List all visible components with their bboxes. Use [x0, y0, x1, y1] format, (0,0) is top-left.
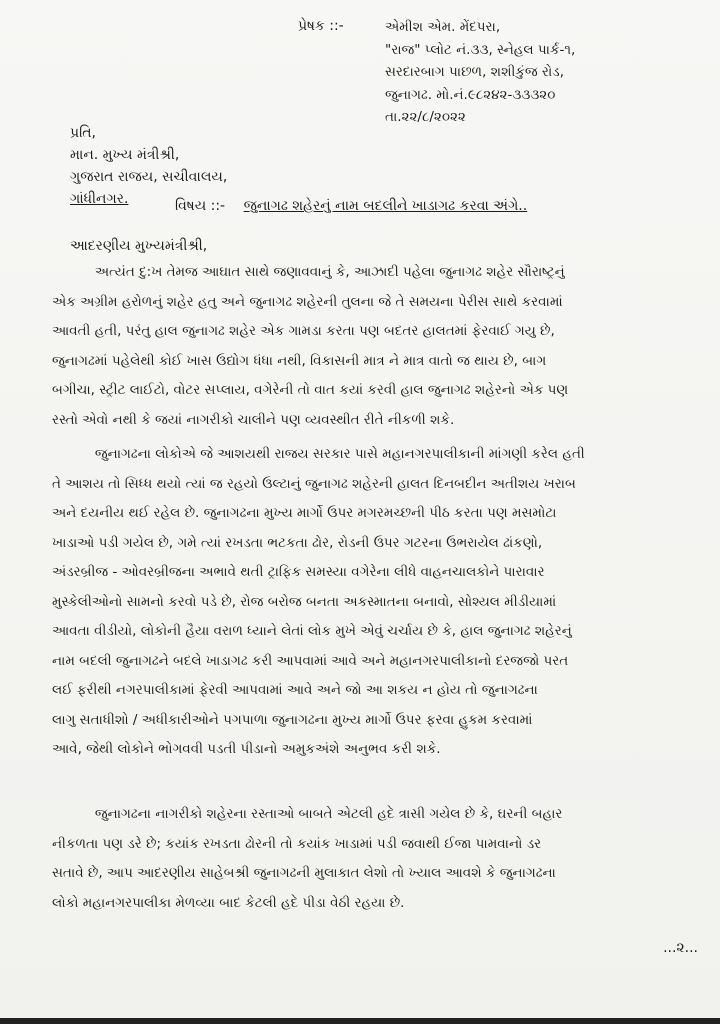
- paragraph-line: લાગુ સતાધીશો / અધીકારીઓને પગપાળા જુનાગઢના મુખ્ય માર્ગો ઉપર ફરવા હુકમ કરવામાં: [52, 711, 533, 728]
- paragraph-line: આવતી હતી, પરંતુ હાલ જુનાગઢ શહેર એક ગામડા કરતા પણ બદતર હાલતમાં ફેરવાઈ ગયુ છે,: [52, 323, 555, 339]
- paragraph-line: આવતા વીડીયો, લોકોની હૈયા વરાળ ધ્યાને લેતાં લોક મુખે એવું ચર્ચાય છે કે, હાલ જુનાગઢ શહેરનું: [52, 623, 572, 639]
- subject-label: વિષય ::-: [175, 198, 226, 214]
- paragraph-line: જુનાગઢમાં પહેલેથી કોઈ ખાસ ઉદ્યોગ ધંધા નથી, વિકાસની માત્ર ને માત્ર વાતો જ થાય છે, બાગ: [52, 352, 547, 369]
- bottom-edge-divider: [0, 1018, 720, 1024]
- paragraph-line: ખાડાઓ પડી ગયેલ છે, ગમે ત્યાં રખડતા ભટકતા ઢોર, રોડની ઉપર ગટરના ઉભરાયેલ ઢાંકણો,: [52, 534, 543, 551]
- salutation: આદરણીય મુખ્યમંત્રીશ્રી,: [70, 238, 208, 254]
- sender-address-line: સરદારબાગ પાછળ, શશીકુંજ રોડ,: [385, 64, 564, 80]
- paragraph-line: લોકો મહાનગરપાલીકા મેળવ્યા બાદ કેટલી હદે પીડા વેઠી રહયા છે.: [52, 894, 405, 911]
- paragraph-line: નામ બદલી જુનાગઢને બદલે ખાડાગઢ કરી આપવામાં આવે અને મહાનગરપાલીકાનો દરજજો પરત: [52, 652, 569, 669]
- paragraph-line: આવે, જેથી લોકોને ભોગવવી પડતી પીડાનો અમુકઅંશે અનુભવ કરી શકે.: [52, 741, 441, 757]
- paragraph-line: જુનાગઢના લોકોએ જે આશયથી રાજય સરકાર પાસે મહાનગરપાલીકાની માંગણી કરેલ હતી: [52, 446, 585, 462]
- recipient-line: માન. મુખ્ય મંત્રીશ્રી,: [70, 147, 180, 163]
- paragraph-line: અત્યંત દુ:ખ તેમજ આઘાત સાથે જણાવવાનું કે, આઝાદી પહેલા જુનાગઢ શહેર સૌરાષ્ટ્રનું: [52, 264, 565, 280]
- paragraph-1: [52, 258, 704, 435]
- paragraph-line: અને દયનીય થઈ રહેલ છે. જુનાગઢના મુખ્ય માર્ગો ઉપર મગરમચ્છની પીઠ કરતા પણ મસમોટા: [52, 505, 557, 521]
- sender-name: એમીશ એમ. મેંદપરા,: [385, 19, 501, 35]
- paragraph-line: એક અગ્રીમ હરોળનું શહેર હતુ અને જુનાગઢ શહેરની તુલના જે તે સમયના પેરીસ સાથે કરવામાં: [52, 293, 563, 310]
- paragraph-line: બગીચા, સ્ટ્રીટ લાઈટો, વોટર સપ્લાય, વગેરેની તો વાત કયાં કરવી હાલ જુનાગઢ શહેરનો એક પણ: [52, 382, 569, 398]
- paragraph-line: સતાવે છે, આપ આદરણીય સાહેબશ્રી જુનાગઢની મુલાકાત લેશો તો ખ્યાલ આવશે કે જુનાગઢના: [52, 865, 556, 881]
- sender-address: [385, 16, 715, 129]
- sender-phone: જુનાગઢ. મો.નં.૯૮૨૪૨-૩૩૩૨૦: [385, 86, 556, 103]
- page-continuation-marker: ...૨...: [663, 940, 698, 956]
- subject-line: [175, 198, 705, 214]
- paragraph-line: જુનાગઢના નાગરીકો શહેરના રસ્તાઓ બાબતે એટલી હદે ત્રાસી ગયેલ છે કે, ઘરની બહાર: [52, 806, 563, 822]
- paragraph-line: તે આશય તો સિધ્ધ થયો ત્યાં જ રહયો ઉલ્ટાનું જુનાગઢ શહેરની હાલત દિનબદીન અતીશય ખરાબ: [52, 475, 576, 492]
- recipient-line: ગુજરાત રાજય, સચીવાલય,: [70, 169, 228, 185]
- paragraph-line: નીકળતા પણ ડરે છે; કયાંક રખડતા ઢોરની તો કયાંક ખાડામાં પડી જવાથી ઈજા પામવાનો ડર: [52, 835, 542, 852]
- recipient-block: [70, 122, 227, 210]
- paragraph-line: રસ્તો એવો નથી કે જયાં નાગરીકો ચાલીને પણ વ્યવસ્થીત રીતે નીકળી શકે.: [52, 411, 455, 428]
- sender-label: પ્રેષક ::-: [298, 18, 344, 34]
- letter-date: તા.૨૨/૮/૨૦૨૨: [385, 109, 466, 125]
- paragraph-2: [52, 440, 704, 765]
- sender-address-line: "રાજ" પ્લોટ નં.૩૩, સ્નેહલ પાર્ક-૧,: [385, 41, 576, 58]
- paragraph-line: મુસ્કેલીઓનો સામનો કરવો પડે છે, રોજ બરોજ બનતા અકસ્માતના બનાવો, સોશ્યલ મીડીયામાં: [52, 593, 557, 610]
- paragraph-3: [52, 800, 704, 918]
- paragraph-line: અંડરબ્રીજ - ઓવરબ્રીજના અભાવે થતી ટ્રાફિક સમસ્યા વગેરેના લીધે વાહનચાલકોને પારાવાર: [52, 564, 545, 580]
- subject-text: જુનાગઢ શહેરનું નામ બદલીને ખાડાગઢ કરવા અંગે..: [243, 198, 528, 214]
- recipient-city: ગાંધીનગર.: [70, 191, 129, 207]
- paragraph-line: લઈ ફરીથી નગરપાલીકામાં ફેરવી આપવામાં આવે અને જો આ શકય ન હોય તો જુનાગઢના: [52, 682, 538, 698]
- recipient-line: પ્રતિ,: [70, 125, 96, 141]
